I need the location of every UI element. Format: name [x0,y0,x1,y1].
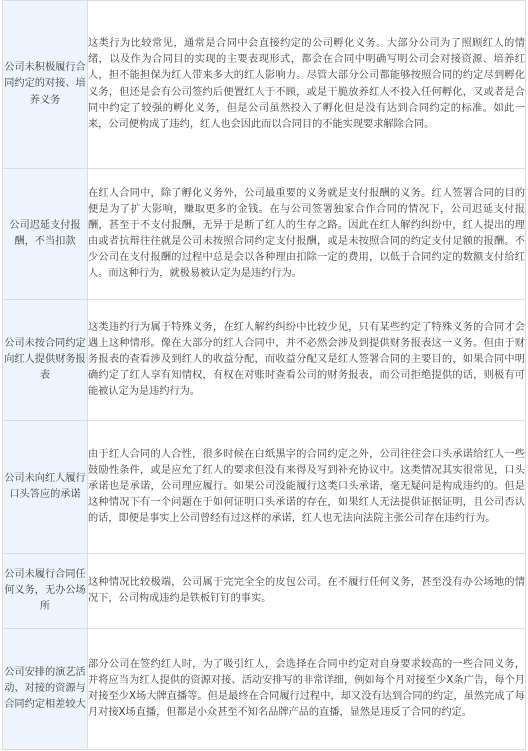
row-label: 公司未履行合同任何义务，无办公场所 [4,568,86,613]
row-description-cell [88,629,526,750]
row-description: 这类违约行为属于特殊义务，在红人解约纠纷中比较少见，只有某些约定了特殊义务的合同才会遇上这种情形。像在大部分的红人合同中，并不必然会涉及到提供财务报表这一义务。但由于财务报表的查看涉及到红人的收益分配，而收益分配又是红人签署合同的主要目的，如果合同中明确约定了红人享有知情权，有权在对账时查看公司的财务报表，而公司拒绝提供的话，则极有可能被认定为是违约行为。 [88,321,525,398]
row-description: 由于红人合同的人合性，很多时候在白纸黑字的合同约定之外，公司往往会口头承诺给红人一些鼓励性条件，或是应允了红人的要求但没有来得及写到补充协议中。这类情况其实很常见，口头承诺也是承诺，公司理应履行。如果公司没能履行这类口头承诺，毫无疑问是构成违约的。但是这种情况下有一个问题在于如何证明口头承诺的存在，如果红人无法提供证据证明，且公司否认的话，即便是事实上公司曾经有过这样的承诺，红人也无法向法院主张公司存在违约行为。 [88,448,525,525]
row-label: 公司安排的演艺活动、对接的资源与合同约定相差较大 [4,666,86,711]
row-description-cell [88,421,526,554]
row-label-cell [3,421,88,554]
row-label-cell [3,554,88,629]
table-row [3,1,526,169]
row-description: 在红人合同中，除了孵化义务外，公司最重要的义务就是支付报酬的义务。红人签署合同的目的便是为了扩大影响，赚取更多的金钱。在与公司签署独家合作合同的情况下，公司迟延支付报酬，甚至于不支付报酬，无异于是断了红人的生存之路。因此在红人解约纠纷中，红人提出的理由或者抗辩往往就是公司未按照合同约定支付报酬，或是未按照合同的约定支付足额的报酬。不少公司在支付报酬的过程中总是会以各种理由扣除一定的费用，以低于合同约定的数额支付给红人。而这种行为，就极易被认定为是违约行为。 [88,187,525,280]
row-label-cell [3,300,88,421]
table-wrapper [2,0,526,750]
row-description-cell [88,300,526,421]
row-label: 公司未积极履行合同约定的对接、培养义务 [4,62,86,106]
row-description-cell [88,554,526,629]
row-label-cell [3,629,88,750]
table-row [3,629,526,750]
table-row [3,169,526,300]
row-description: 这类行为比较常见，通常是合同中会直接约定的公司孵化义务。大部分公司为了照顾红人的情绪，以及作为合同目的实现的主要表现形式，都会在合同中明确写明公司会对接资源、培养红人，担不能担保为红人带来多大的红人影响力。尽管大部分公司都能够按照合同的约定尽到孵化义务，但还是会有公司签约后便置红人于不顾，或是干脆放养红人不投入任何孵化，又或者是合同中约定了较强的孵化义务，但是公司虽然投入了孵化但是没有达到合同约定的标准。如此一来，公司便构成了违约，红人也会因此而以合同目的不能实现要求解除合同。 [88,38,525,130]
row-label: 公司迟延支付报酬，不当扣款 [9,219,81,247]
row-label: 公司未向红人履行口头答应的承诺 [4,472,86,500]
row-description-cell [88,169,526,300]
table-row [3,554,526,629]
row-description: 部分公司在签约红人时，为了吸引红人，会选择在合同中约定对自身要求较高的一些合同义务，并将应当为红人提供的资源对接、活动安排写的非常详细，例如每个月对接至少X条广告，每个月对接至少X场大牌直播等。但是最终在合同履行过程中，却又没有达到合同的约定，虽然完成了每月对接X场直播，但都是小众甚至不知名品牌产品的直播，显然是违反了合同的约定。 [88,658,525,719]
table-row [3,421,526,554]
row-label-cell [3,169,88,300]
row-description-cell [88,1,526,169]
row-description: 这种情况比较极端，公司属于完完全全的皮包公司。在不履行任何义务，甚至没有办公场地的情况下，公司构成违约是铁板钉钉的事实。 [88,576,525,604]
breach-of-contract-table [2,0,526,750]
table-row [3,300,526,421]
row-label: 公司未按合同约定向红人提供财务报表 [4,337,86,382]
row-label-cell [3,1,88,169]
